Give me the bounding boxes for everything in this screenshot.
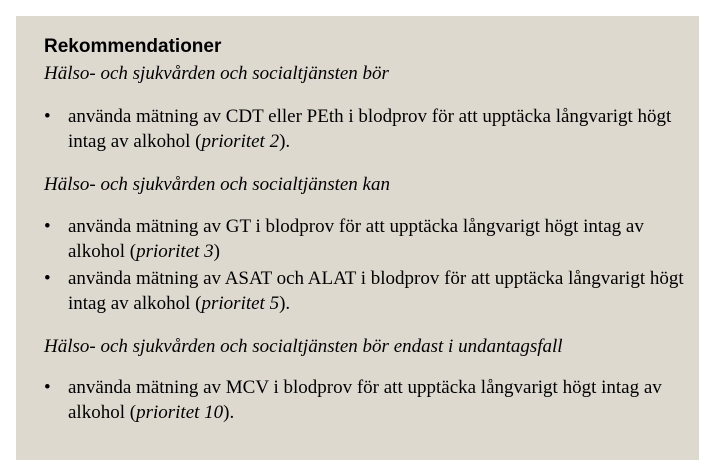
bullet-marker: • (44, 377, 51, 398)
section-intro-kan: Hälso- och sjukvården och socialtjänsten kan (44, 174, 390, 195)
recommendations-heading: Rekommendationer (44, 36, 222, 57)
list-item-text: använda mätning av CDT eller PEth i blodprov för att upptäcka långvarigt högt intag av alkohol (prioritet 2). (68, 106, 672, 152)
list-item-text: använda mätning av GT i blodprov för att upptäcka långvarigt högt intag av alkohol (prioritet 3) (68, 216, 644, 262)
section-intro-bor: Hälso- och sjukvården och socialtjänsten bör (44, 63, 389, 84)
list-item (44, 375, 684, 425)
list-item-text: använda mätning av ASAT och ALAT i blodprov för att upptäcka långvarigt högt intag av alkohol (prioritet 5). (68, 268, 684, 314)
bullet-marker: • (44, 106, 51, 127)
section-intro-undantagsfall: Hälso- och sjukvården och socialtjänsten bör endast i undantagsfall (44, 336, 563, 357)
bullet-marker: • (44, 216, 51, 237)
list-item (44, 104, 684, 154)
priority-label: prioritet 3 (136, 241, 214, 262)
list-item (44, 214, 684, 264)
list-item (44, 266, 684, 316)
bullet-marker: • (44, 268, 51, 289)
list-item-text: använda mätning av MCV i blodprov för att upptäcka långvarigt högt intag av alkohol (prioritet 10). (68, 377, 662, 423)
priority-label: prioritet 10 (136, 402, 224, 423)
recommendations-box (16, 16, 699, 460)
priority-label: prioritet 5 (201, 293, 280, 314)
priority-label: prioritet 2 (201, 131, 280, 152)
